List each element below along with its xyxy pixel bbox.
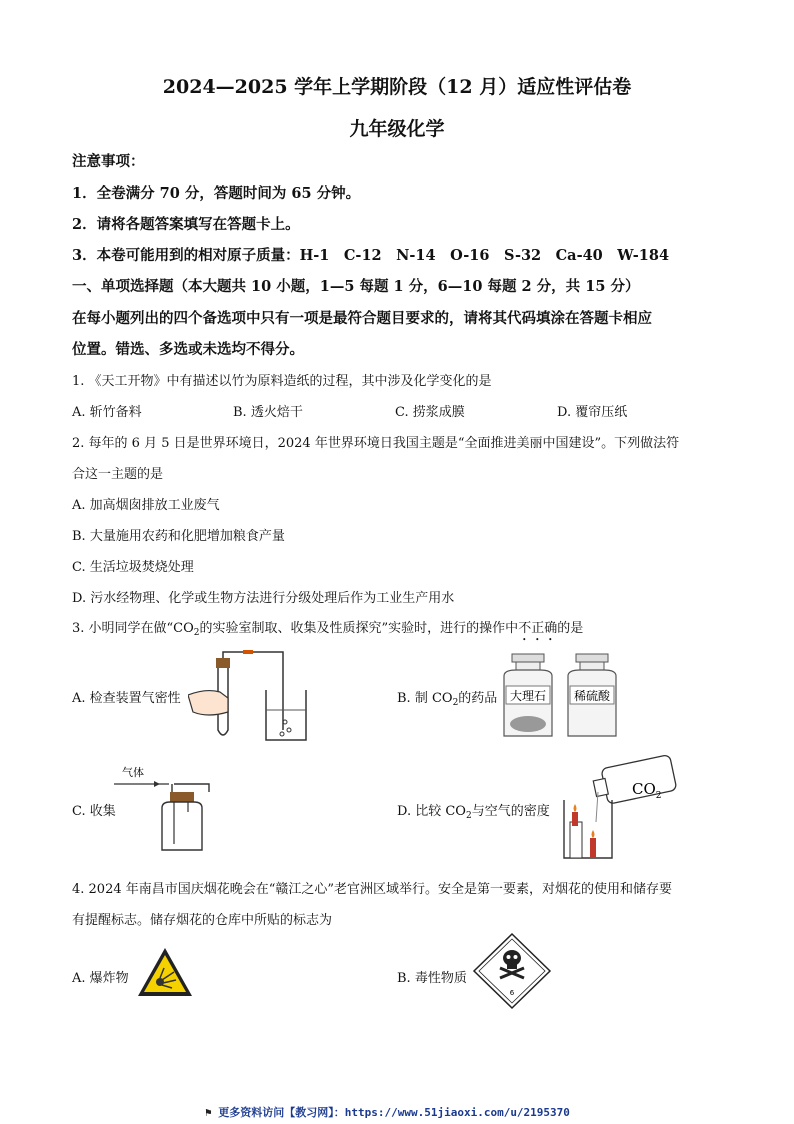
- bubble: [280, 732, 284, 736]
- flag-icon: ⚑: [205, 1106, 219, 1119]
- tubes: [172, 784, 209, 792]
- option-b: B. 大量施用农药和化肥增加粮食产量: [72, 529, 285, 544]
- gas-label: 气体: [122, 766, 144, 779]
- bubble: [287, 728, 291, 732]
- option-a: A. 斩竹备料: [72, 405, 142, 420]
- option-d: D. 覆帘压纸: [557, 405, 628, 420]
- beaker: [266, 690, 306, 740]
- option-d: D. 污水经物理、化学或生物方法进行分级处理后作为工业生产用水: [72, 591, 455, 606]
- co2-density-figure: [556, 752, 686, 864]
- option-a: A. 加高烟囱排放工业废气: [72, 498, 220, 513]
- exam-subtitle: 九年级化学: [349, 118, 445, 140]
- flame-icon: [592, 830, 595, 838]
- toxic-warning-icon: [472, 932, 552, 1010]
- option-c: C. 生活垃圾焚烧处理: [72, 560, 194, 575]
- stopper: [170, 792, 194, 802]
- bottle-label: 稀硫酸: [573, 689, 611, 703]
- class-number: 6: [509, 989, 515, 997]
- exam-title: 2024—2025 学年上学期阶段（12 月）适应性评估卷: [162, 76, 632, 98]
- bottle-label: 大理石: [509, 689, 547, 703]
- option-c: C. 捞浆成膜: [395, 405, 465, 420]
- question-stem: 1. 《天工开物》中有描述以竹为原料造纸的过程，其中涉及化学变化的是: [72, 374, 492, 389]
- question-stem: 有提醒标志。储存烟花的仓库中所贴的标志为: [72, 913, 333, 928]
- footer-link[interactable]: ⚑ 更多资料访问【教习网】：https://www.51jiaoxi.com/u/2195370: [205, 1106, 570, 1119]
- question-stem: 4. 2024 年南昌市国庆烟花晚会在“赣江之心”老官洲区域举行。安全是第一要素，对烟花的使用和储存要: [72, 882, 673, 897]
- question-stem: 合这一主题的是: [72, 467, 164, 482]
- question-stem: 2. 每年的 6 月 5 日是世界环境日，2024 年世界环境日我国主题是“全面推进美丽中国建设”。下列做法符: [72, 436, 680, 451]
- option-c: C. 收集: [72, 804, 116, 819]
- notice-item: 1．全卷满分 70 分，答题时间为 65 分钟。: [72, 185, 361, 202]
- option-b: B. 透火焙干: [233, 405, 303, 420]
- option-a: A. 检查装置气密性: [72, 691, 181, 706]
- reagent-bottles-figure: [498, 652, 638, 742]
- stopper: [216, 658, 230, 668]
- question-stem: 3. 小明同学在做“$CO_2$的实验室制取、收集及性质探究”实验时，进行的操作中不正确的是: [72, 621, 584, 638]
- emphasis-text: 不正确: [518, 621, 558, 636]
- rubber-joint: [243, 650, 253, 654]
- explosive-warning-icon: [136, 946, 194, 998]
- hand-icon: [188, 691, 228, 715]
- notice-item: 2．请将各题答案填写在答题卡上。: [72, 216, 300, 233]
- notice-item: 3．本卷可能用到的相对原子质量：H-1 C-12 N-14 O-16 S-32 Ca-40 W-184: [72, 247, 670, 264]
- option-d: D. 比较 $CO_2$与空气的密度: [397, 804, 550, 821]
- option-b: B. 制 $CO_2$的药品: [397, 691, 498, 708]
- option-a: A. 爆炸物: [72, 971, 129, 986]
- section-heading: 一、单项选择题（本大题共 10 小题，1—5 每题 1 分，6—10 每题 2 分，共 15 分）: [72, 278, 640, 295]
- section-instruction: 位置。错选、多选或未选均不得分。: [72, 341, 304, 358]
- flame-icon: [574, 804, 577, 812]
- notice-heading: 注意事项：: [72, 153, 145, 170]
- candle-high: [572, 812, 578, 826]
- candle-low: [590, 838, 596, 858]
- co2-label: $CO_2$: [632, 780, 662, 801]
- option-b: B. 毒性物质: [397, 971, 467, 986]
- delivery-tube: [223, 652, 283, 730]
- arrow-head: [154, 781, 160, 787]
- airtightness-check-figure: [188, 650, 318, 745]
- bottle: [162, 802, 202, 850]
- section-instruction: 在每小题列出的四个备选项中只有一项是最符合题目要求的，请将其代码填涂在答题卡相应: [72, 310, 652, 327]
- step: [570, 822, 582, 858]
- gas-collection-figure: [114, 764, 224, 854]
